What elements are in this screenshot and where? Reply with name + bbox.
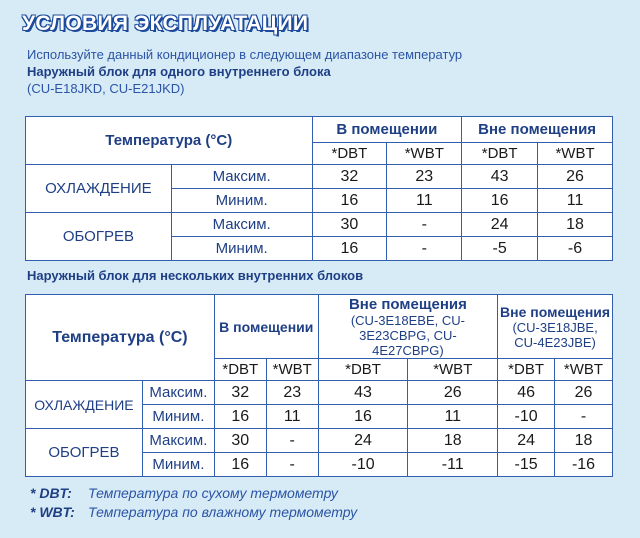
indoor-header: В помещении — [312, 117, 462, 143]
outdoor-b-title: Вне помещения — [500, 303, 611, 320]
max-label: Максим. — [171, 165, 312, 189]
cell: - — [266, 429, 318, 453]
page-title: УСЛОВИЯ ЭКСПЛУАТАЦИИ — [22, 12, 309, 35]
cell: 18 — [538, 213, 613, 237]
outdoor-group-b — [498, 295, 613, 359]
multi-unit-table — [25, 294, 613, 477]
cell: 46 — [498, 381, 555, 405]
footnote-wbt — [30, 503, 357, 522]
cell: -15 — [498, 453, 555, 477]
max-label: Максим. — [142, 381, 214, 405]
cooling-label: ОХЛАЖДЕНИЕ — [26, 381, 143, 429]
wbt-header: *WBT — [555, 359, 613, 381]
min-label: Миним. — [142, 453, 214, 477]
intro-usage-text: Используйте данный кондиционер в следующем диапазоне температур — [27, 47, 463, 62]
outdoor-b-models: (CU-3E18JBE, CU-4E23JBE) — [512, 319, 598, 350]
cell: 24 — [318, 429, 408, 453]
footnote-text: Температура по сухому термометру — [88, 485, 338, 501]
outdoor-group-a — [318, 295, 497, 359]
wbt-header: *WBT — [387, 143, 462, 165]
cell: 26 — [555, 381, 613, 405]
cell: 16 — [462, 189, 538, 213]
table-row — [26, 429, 613, 453]
cell: 26 — [408, 381, 498, 405]
single-unit-table — [25, 116, 613, 261]
heating-label: ОБОГРЕВ — [26, 213, 172, 261]
cooling-label: ОХЛАЖДЕНИЕ — [26, 165, 172, 213]
cell: -10 — [498, 405, 555, 429]
cell: 43 — [318, 381, 408, 405]
multi-unit-heading: Наружный блок для нескольких внутренних блоков — [27, 268, 364, 283]
max-label: Максим. — [171, 213, 312, 237]
dbt-header: *DBT — [462, 143, 538, 165]
dbt-header: *DBT — [498, 359, 555, 381]
dbt-header: *DBT — [312, 143, 387, 165]
cell: 16 — [214, 453, 266, 477]
cell: -16 — [555, 453, 613, 477]
wbt-header: *WBT — [538, 143, 613, 165]
indoor-header: В помещении — [214, 295, 318, 359]
outdoor-header: Вне помещения — [462, 117, 613, 143]
cell: -10 — [318, 453, 408, 477]
cell: 16 — [318, 405, 408, 429]
cell: 11 — [408, 405, 498, 429]
cell: 32 — [312, 165, 387, 189]
outdoor-a-title: Вне помещения — [348, 295, 467, 313]
footnote-text: Температура по влажному термометру — [88, 504, 358, 520]
cell: - — [555, 405, 613, 429]
table-row — [26, 381, 613, 405]
footnote-key: * WBT: — [30, 504, 75, 520]
single-unit-heading: Наружный блок для одного внутреннего блока — [27, 64, 331, 79]
cell: -11 — [408, 453, 498, 477]
wbt-header: *WBT — [408, 359, 498, 381]
cell: 11 — [266, 405, 318, 429]
min-label: Миним. — [171, 189, 312, 213]
footnote-key: * DBT: — [30, 485, 72, 501]
cell: 23 — [266, 381, 318, 405]
cell: - — [266, 453, 318, 477]
cell: 18 — [408, 429, 498, 453]
dbt-header: *DBT — [214, 359, 266, 381]
temp-header: Температура (°C) — [26, 117, 313, 165]
intro — [27, 46, 462, 97]
cell: 30 — [312, 213, 387, 237]
heating-label: ОБОГРЕВ — [26, 429, 143, 477]
cell: 16 — [312, 237, 387, 261]
cell: 11 — [387, 189, 462, 213]
temp-header: Температура (°C) — [26, 295, 215, 381]
cell: -5 — [462, 237, 538, 261]
cell: 32 — [214, 381, 266, 405]
single-unit-models: (CU-E18JKD, CU-E21JKD) — [27, 81, 185, 96]
dbt-header: *DBT — [318, 359, 408, 381]
max-label: Максим. — [142, 429, 214, 453]
min-label: Миним. — [171, 237, 312, 261]
cell: 18 — [555, 429, 613, 453]
cell: -6 — [538, 237, 613, 261]
cell: - — [387, 237, 462, 261]
footnotes — [30, 484, 357, 522]
min-label: Миним. — [142, 405, 214, 429]
cell: 24 — [498, 429, 555, 453]
cell: 11 — [538, 189, 613, 213]
outdoor-a-models: (CU-3E18EBE, CU-3E23CBPG, CU-4E27CBPG) — [350, 312, 465, 358]
cell: 30 — [214, 429, 266, 453]
cell: 16 — [214, 405, 266, 429]
table-row — [26, 165, 613, 189]
table-row — [26, 213, 613, 237]
cell: 24 — [462, 213, 538, 237]
cell: 26 — [538, 165, 613, 189]
wbt-header: *WBT — [266, 359, 318, 381]
cell: - — [387, 213, 462, 237]
cell: 43 — [462, 165, 538, 189]
footnote-dbt — [30, 484, 357, 503]
cell: 23 — [387, 165, 462, 189]
cell: 16 — [312, 189, 387, 213]
